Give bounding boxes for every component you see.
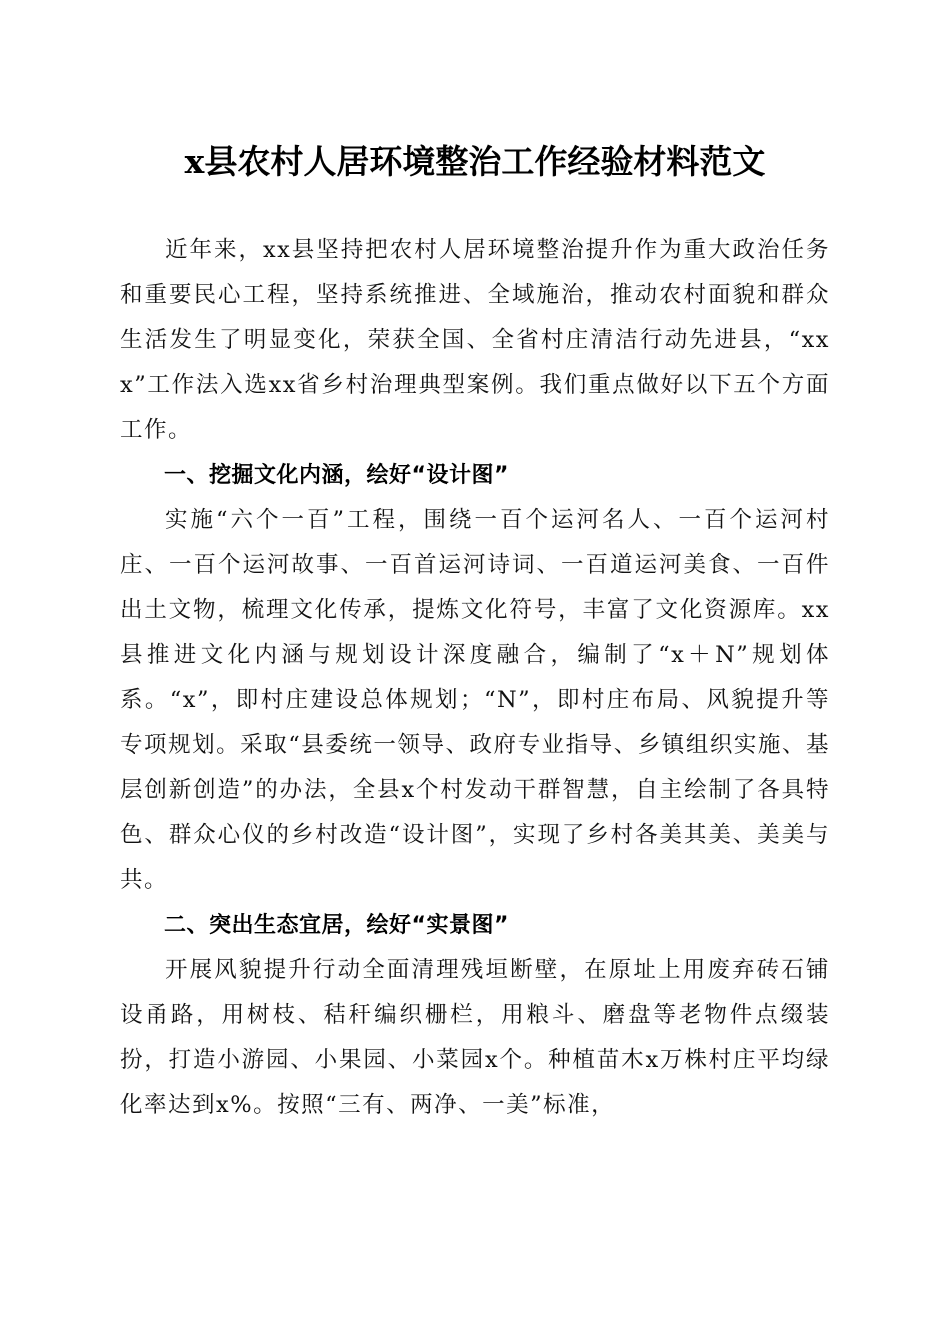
document-body: [120, 228, 830, 1128]
section-2-paragraph: 开展风貌提升行动全面清理残垣断壁，在原址上用废弃砖石铺设甬路，用树枝、秸秆编织栅栏，用粮斗、磨盘等老物件点缀装扮，打造小游园、小果园、小菜园x个。种植苗木x万株村庄平均绿化率达到x%。按照“三有、两净、一美”标准，: [120, 957, 830, 1118]
document-title: x县农村人居环境整治工作经验材料范文: [184, 142, 766, 181]
intro-paragraph: 近年来，xx县坚持把农村人居环境整治提升作为重大政治任务和重要民心工程，坚持系统推进、全域施治，推动农村面貌和群众生活发生了明显变化，荣获全国、全省村庄清洁行动先进县，“xxx”工作法入选xx省乡村治理典型案例。我们重点做好以下五个方面工作。: [120, 237, 830, 443]
section-heading-1: 一、挖掘文化内涵，绘好“设计图”: [164, 463, 509, 488]
section-1-paragraph: 实施“六个一百”工程，围绕一百个运河名人、一百个运河村庄、一百个运河故事、一百首运河诗词、一百道运河美食、一百件出土文物，梳理文化传承，提炼文化符号，丰富了文化资源库。xx县推进文化内涵与规划设计深度融合，编制了“x＋N”规划体系。“x”，即村庄建设总体规划；“N”，即村庄布局、风貌提升等专项规划。采取“县委统一领导、政府专业指导、乡镇组织实施、基层创新创造”的办法，全县x个村发动干群智慧，自主绘制了各具特色、群众心仪的乡村改造“设计图”，实现了乡村各美其美、美美与共。: [120, 507, 830, 893]
section-heading-2: 二、突出生态宜居，绘好“实景图”: [164, 913, 509, 938]
